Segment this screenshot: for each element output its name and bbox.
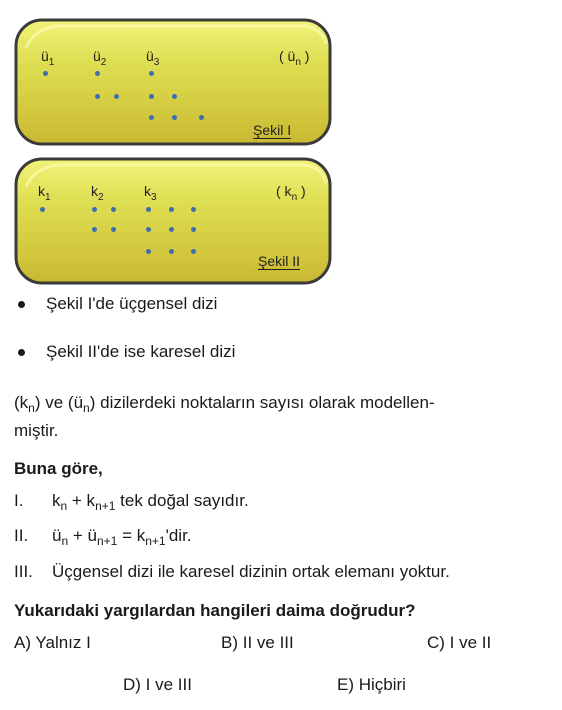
dot: [114, 94, 119, 99]
paragraph-line-1: $(k_n)$ ve $(ü_n)$ dizilerdeki noktaların sayısı olarak modellen-: [14, 393, 435, 415]
caption-sekil-2: Şekil II: [258, 253, 301, 269]
dot: [191, 227, 196, 232]
dot: [40, 207, 45, 212]
dot: [43, 71, 48, 76]
label-seq-kn: ( $k_n$ ): [276, 183, 306, 203]
label-u1: $ü_1$: [41, 48, 55, 68]
dot: [191, 207, 196, 212]
option-e[interactable]: E) Hiçbiri: [337, 675, 406, 694]
option-c[interactable]: C) I ve II: [427, 633, 492, 652]
dot: [95, 94, 100, 99]
dot: [149, 94, 154, 99]
figure-sekil-1: [14, 18, 332, 146]
statement-3: III. Üçgensel dizi ile karesel dizinin ortak elemanı yoktur.: [14, 562, 450, 581]
statement-1: I. $k_n + k_{n+1}$ tek doğal sayıdır.: [14, 491, 249, 513]
dot: [92, 227, 97, 232]
dot: [146, 227, 151, 232]
dot: [191, 249, 196, 254]
label-k1: $k_1$: [38, 183, 51, 203]
caption-sekil-1: Şekil I: [253, 122, 292, 138]
intro-text: Buna göre,: [14, 459, 103, 478]
label-u3: $ü_3$: [146, 48, 160, 68]
label-k3: $k_3$: [144, 183, 157, 203]
option-a[interactable]: A) Yalnız I: [14, 633, 91, 652]
bullet-item: Şekil II'de ise karesel dizi: [46, 342, 236, 361]
bullet-marker: [18, 349, 25, 356]
option-b[interactable]: B) II ve III: [221, 633, 294, 652]
dot: [111, 227, 116, 232]
dot: [149, 115, 154, 120]
label-k2: $k_2$: [91, 183, 104, 203]
dot: [172, 115, 177, 120]
dot: [199, 115, 204, 120]
figure-sekil-2: [14, 157, 332, 285]
dot: [149, 71, 154, 76]
dot: [169, 249, 174, 254]
dot: [169, 207, 174, 212]
question-text: Yukarıdaki yargılardan hangileri daima doğrudur?: [14, 601, 416, 620]
dot: [95, 71, 100, 76]
label-seq-un: ( $ü_n$ ): [279, 48, 310, 68]
option-d[interactable]: D) I ve III: [123, 675, 192, 694]
paragraph-line-2: miştir.: [14, 421, 59, 440]
dot: [172, 94, 177, 99]
dot: [146, 207, 151, 212]
bullet-marker: [18, 301, 25, 308]
dot: [111, 207, 116, 212]
dot: [169, 227, 174, 232]
label-u2: $ü_2$: [93, 48, 107, 68]
dot: [146, 249, 151, 254]
dot: [92, 207, 97, 212]
statement-2: II. $ü_n$ + $ü_{n+1} = k_{n+1}'dir$.: [14, 526, 192, 548]
bullet-item: Şekil I'de üçgensel dizi: [46, 294, 218, 313]
